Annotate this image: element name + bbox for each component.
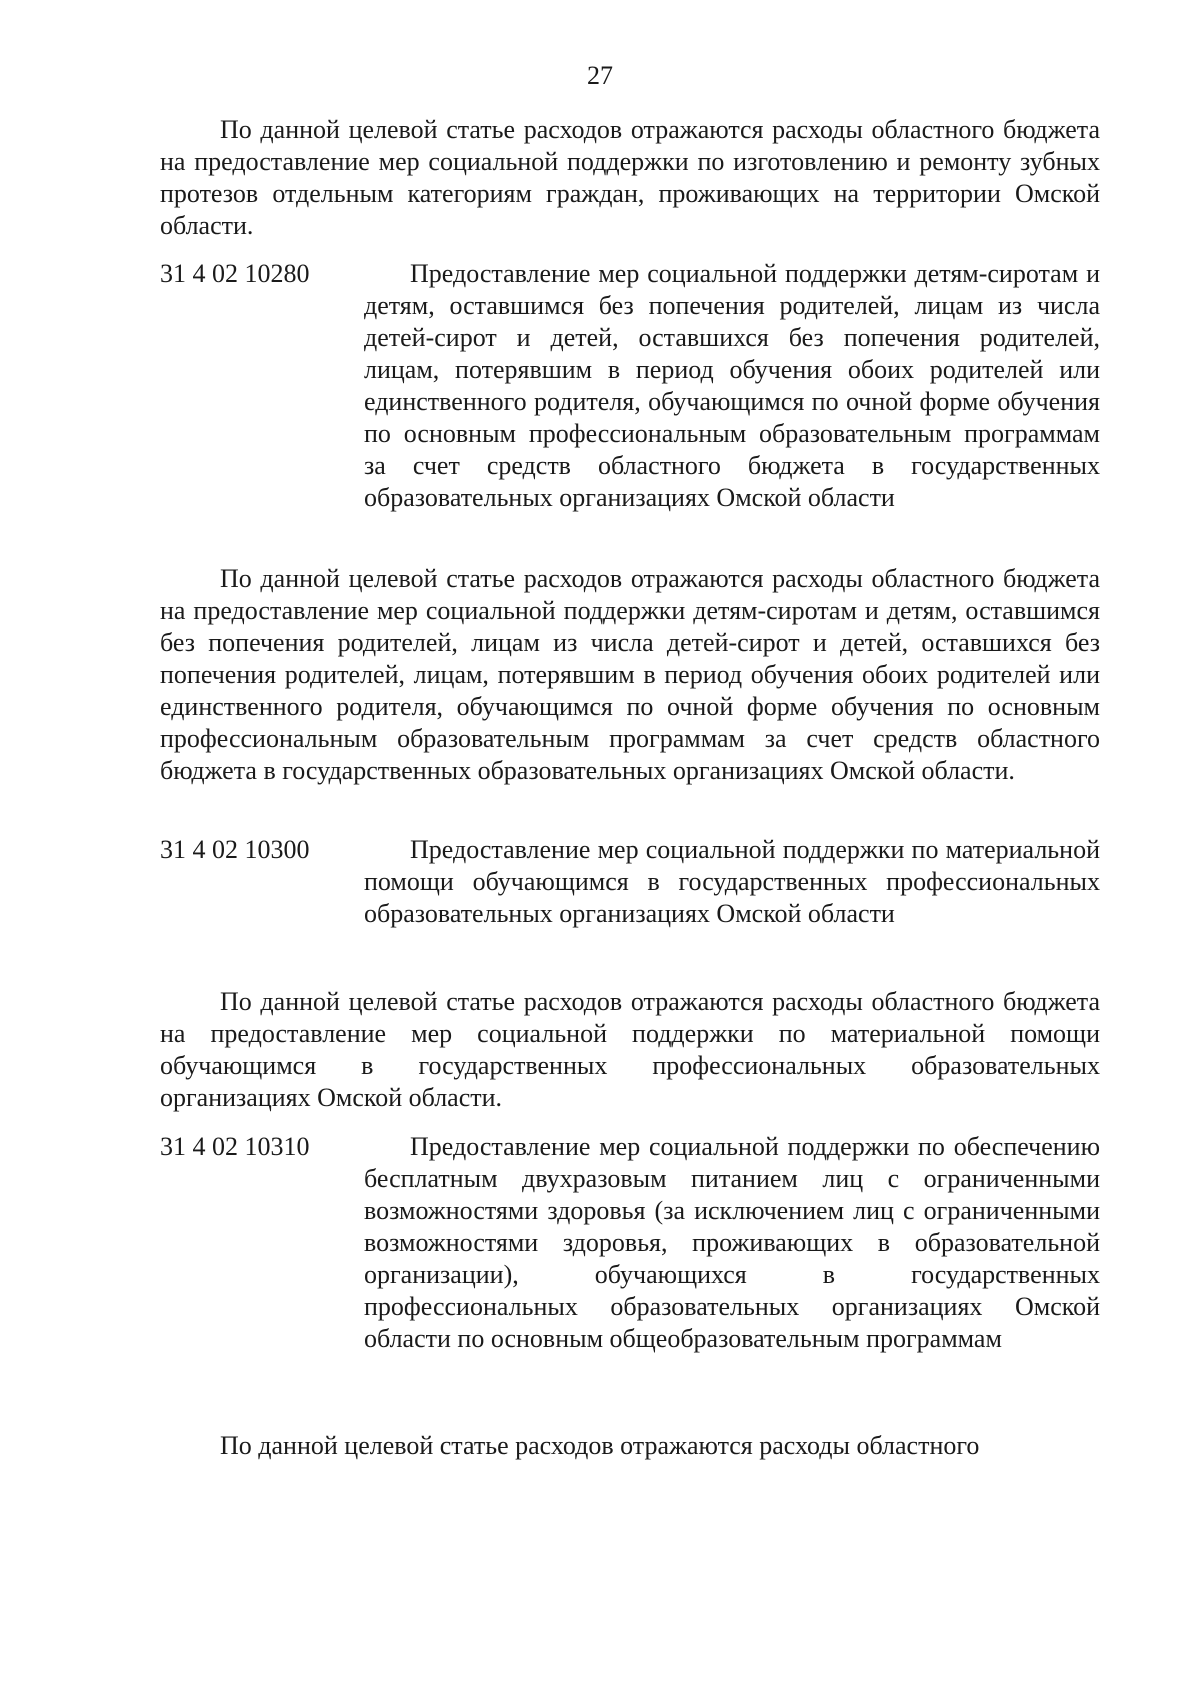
budget-code-1: 31 4 02 10280 xyxy=(160,259,310,288)
page-number: 27 xyxy=(587,61,613,90)
paragraph-2: По данной целевой статье расходов отражаются расходы областного бюджета на предоставление мер социальной поддержки детям-сиротам и детям, оставшимся без попечения родителей, лицам из числа детей-сирот и детей, оставшихся без попечения родителей, лицам, потерявшим в период обучения обоих родителей или единственного родителя, обучающимся по очной форме обучения по основным профессиональным образовательным программам за счет средств областного бюджета в государственных образовательных организациях Омской области. xyxy=(160,564,1100,785)
paragraph-1: По данной целевой статье расходов отражаются расходы областного бюджета на предоставление мер социальной поддержки по изготовлению и ремонту зубных протезов отдельным категориям граждан, проживающих на территории Омской области. xyxy=(160,115,1100,240)
budget-code-2: 31 4 02 10300 xyxy=(160,835,310,864)
budget-description-2: Предоставление мер социальной поддержки по материальной помощи обучающимся в государственных профессиональных образовательных организациях Омской области xyxy=(364,835,1100,928)
budget-code-3: 31 4 02 10310 xyxy=(160,1132,310,1161)
budget-description-3: Предоставление мер социальной поддержки по обеспечению бесплатным двухразовым питанием лиц с ограниченными возможностями здоровья (за исключением лиц с ограниченными возможностями здоровья, проживающих в образовательной организации), обучающихся в государственных профессиональных образовательных организациях Омской области по основным общеобразовательным программам xyxy=(364,1132,1100,1353)
paragraph-4: По данной целевой статье расходов отражаются расходы областного xyxy=(220,1431,980,1460)
paragraph-3: По данной целевой статье расходов отражаются расходы областного бюджета на предоставление мер социальной поддержки по материальной помощи обучающимся в государственных профессиональных образовательных организациях Омской области. xyxy=(160,987,1100,1112)
budget-description-1: Предоставление мер социальной поддержки детям-сиротам и детям, оставшимся без попечения родителей, лицам из числа детей-сирот и детей, оставшихся без попечения родителей, лицам, потерявшим в период обучения обоих родителей или единственного родителя, обучающимся по очной форме обучения по основным профессиональным образовательным программам за счет средств областного бюджета в государственных образовательных организациях Омской области xyxy=(364,259,1100,512)
